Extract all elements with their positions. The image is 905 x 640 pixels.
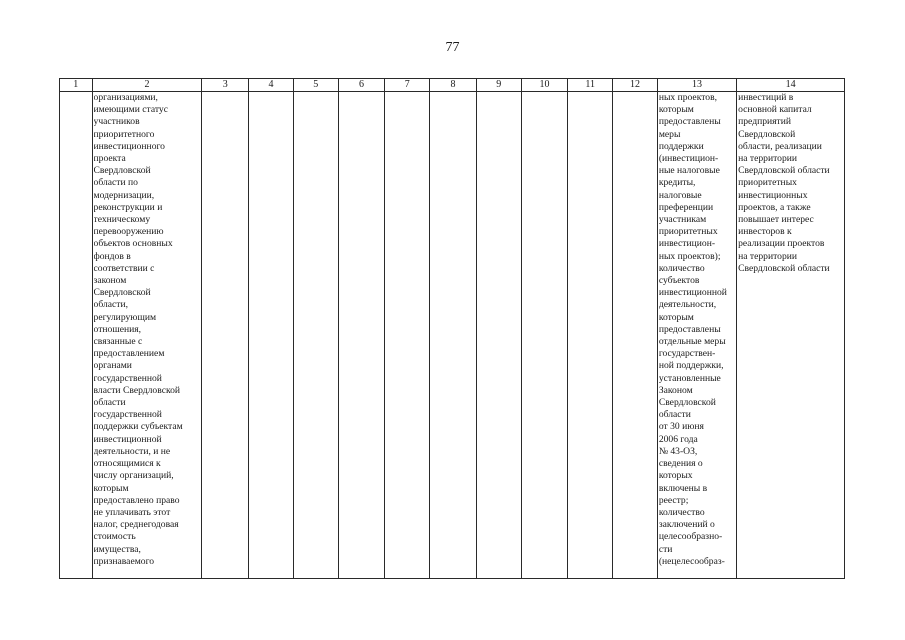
table-row (60, 92, 845, 579)
cell-col-13 (657, 92, 736, 579)
cell-text-col-14: инвестиций в основной капитал предприятий Свердловской области, реализации на территории Свердловской области приоритетных инвестиционных проектов, а также повышает интерес инвесторов к реализации проектов на территории Свердловской области (738, 92, 830, 274)
column-header-8: 8 (430, 79, 477, 92)
cell-col-1 (60, 92, 93, 579)
page-number: 77 (445, 40, 460, 55)
cell-col-3 (202, 92, 249, 579)
column-header-10: 10 (521, 79, 568, 92)
cell-col-14 (737, 92, 845, 579)
document-table (59, 78, 845, 579)
cell-col-12 (613, 92, 658, 579)
column-header-11: 11 (568, 79, 613, 92)
column-header-4: 4 (249, 79, 294, 92)
table-header-row (60, 79, 845, 92)
cell-col-8 (430, 92, 477, 579)
column-header-14: 14 (737, 79, 845, 92)
cell-col-11 (568, 92, 613, 579)
column-header-13: 13 (657, 79, 736, 92)
column-header-5: 5 (293, 79, 338, 92)
cell-text-col-2: организациями, имеющими статус участников приоритетного инвестиционного проекта Свердловской области по модернизации, реконструкции и техническому перевооружению объектов основных фондов в соответствии с законом Свердловской области, регулирующим отношения, связанные с предоставлением органами государственной власти Свердловской области государственной поддержки субъектам инвестиционной деятельности, и не относящимися к числу организаций, которым предоставлено право не уплачивать этот налог, среднегодовая стоимость имущества, признаваемого (93, 92, 183, 567)
cell-text-col-13: ных проектов, которым предоставлены меры поддержки (инвестицион- ные налоговые кредиты, налоговые преференции участникам приоритетных инвестицион- ных проектов); количество субъектов инвестиционной деятельности, которым предоставлены отдельные меры государствен- ной поддержки, установленные Законом Свердловской области от 30 июня 2006 года № 43-ОЗ, сведения о которых включены в реестр; количество заключений о целесообразно- сти (нецелесообраз- (658, 92, 727, 567)
column-header-2: 2 (92, 79, 202, 92)
column-header-6: 6 (338, 79, 385, 92)
column-header-7: 7 (385, 79, 430, 92)
column-header-12: 12 (613, 79, 658, 92)
cell-col-5 (293, 92, 338, 579)
cell-col-2 (92, 92, 202, 579)
column-header-1: 1 (60, 79, 93, 92)
cell-col-7 (385, 92, 430, 579)
column-header-9: 9 (476, 79, 521, 92)
column-header-3: 3 (202, 79, 249, 92)
cell-col-4 (249, 92, 294, 579)
cell-col-6 (338, 92, 385, 579)
cell-col-10 (521, 92, 568, 579)
cell-col-9 (476, 92, 521, 579)
